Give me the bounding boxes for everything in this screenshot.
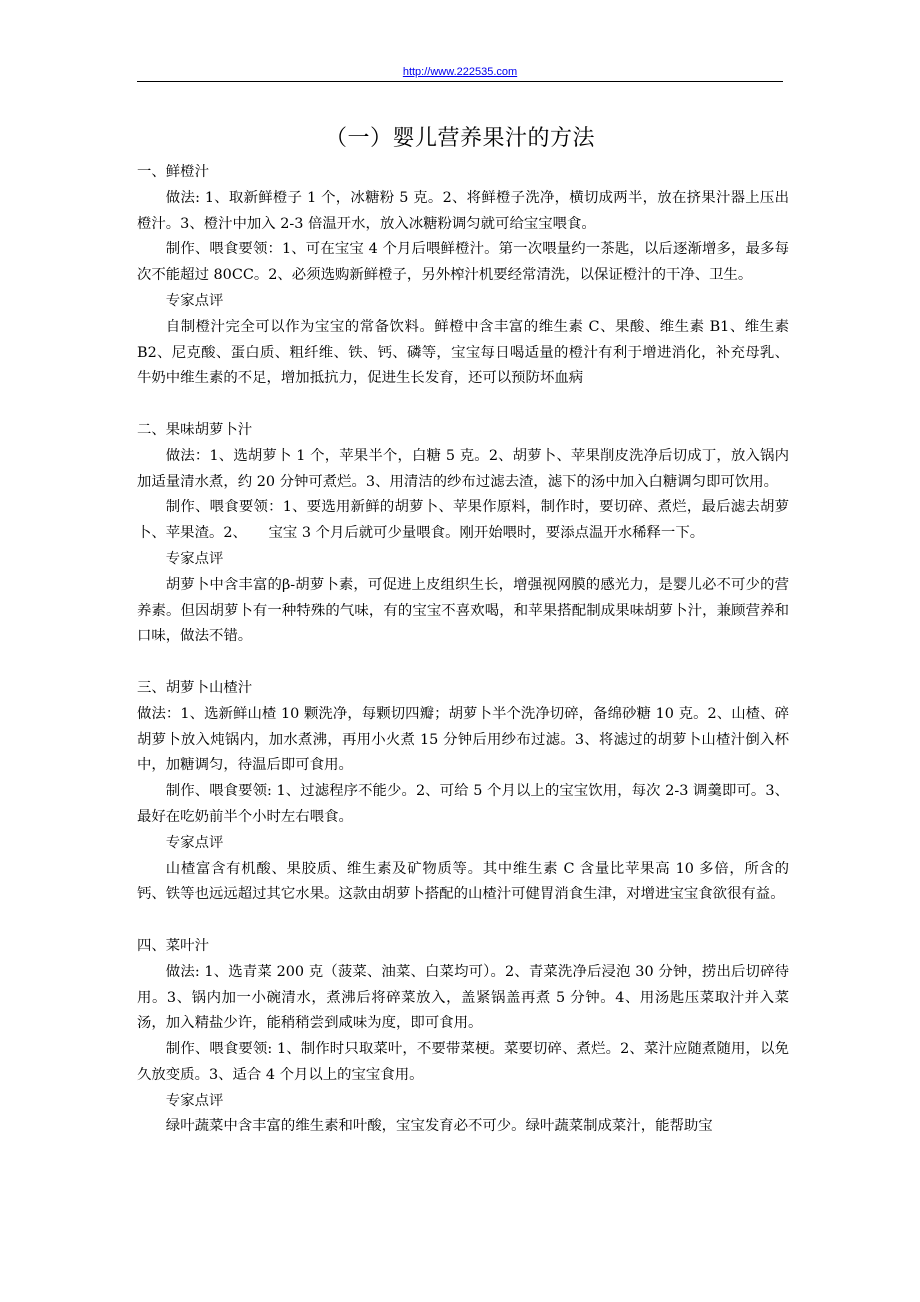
section-heading-orange-juice: 一、鲜橙汁 bbox=[137, 164, 209, 180]
tips-paragraph: 制作、喂食要领：1、要选用新鲜的胡萝卜、苹果作原料，制作时，要切碎、煮烂，最后滤去胡萝卜、苹果渣。2、 宝宝 3 个月后就可少量喂食。刚开始喂时，要添点温开水稀释一下。 bbox=[137, 499, 789, 542]
section-heading-carrot-juice: 二、果味胡萝卜汁 bbox=[137, 421, 253, 438]
expert-review-paragraph: 山楂富含有机酸、果胶质、维生素及矿物质等。其中维生素 C 含量比苹果高 10 多倍，所含的钙、铁等也远远超过其它水果。这款由胡萝卜搭配的山楂汁可健胃消食生津，对增进宝宝食欲很有益。 bbox=[137, 860, 789, 903]
expert-review-paragraph: 绿叶蔬菜中含丰富的维生素和叶酸，宝宝发育必不可少。绿叶蔬菜制成菜汁，能帮助宝 bbox=[165, 1118, 713, 1135]
expert-review-label: 专家点评 bbox=[165, 1092, 224, 1109]
article-body bbox=[137, 160, 789, 1140]
method-paragraph: 做法: 1、选青菜 200 克（菠菜、油菜、白菜均可）。2、青菜洗净后浸泡 30 分钟，捞出后切碎待用。3、锅内加一小碗清水，煮沸后将碎菜放入，盖紧锅盖再煮 5 分钟。4、用汤匙压菜取汁并入菜汤，加入精盐少许，能稍稍尝到咸味为度，即可食用。 bbox=[137, 963, 789, 1032]
expert-review-label: 专家点评 bbox=[165, 292, 224, 309]
section-heading-vegetable-juice: 四、菜叶汁 bbox=[137, 937, 209, 954]
expert-review-label: 专家点评 bbox=[165, 550, 224, 567]
method-paragraph: 做法：1、选新鲜山楂 10 颗洗净，每颗切四瓣；胡萝卜半个洗净切碎，备绵砂糖 10 克。2、山楂、碎胡萝卜放入炖锅内，加水煮沸，再用小火煮 15 分钟后用纱布过滤。3、将滤过的胡萝卜山楂汁倒入杯中，加糖调匀，待温后即可食用。 bbox=[137, 705, 789, 774]
header-url-link[interactable]: http://www.222535.com bbox=[402, 66, 518, 78]
expert-review-paragraph: 自制橙汁完全可以作为宝宝的常备饮料。鲜橙中含丰富的维生素 C、果酸、维生素 B1、维生素 B2、尼克酸、蛋白质、粗纤维、铁、钙、磷等，宝宝每日喝适量的橙汁有利于增进消化，补充母乳、牛奶中维生素的不足，增加抵抗力，促进生长发育，还可以预防坏血病 bbox=[137, 318, 789, 387]
expert-review-paragraph: 胡萝卜中含丰富的β-胡萝卜素，可促进上皮组织生长，增强视网膜的感光力，是婴儿必不可少的营养素。但因胡萝卜有一种特殊的气味，有的宝宝不喜欢喝，和苹果搭配制成果味胡萝卜汁，兼顾营养和口味，做法不错。 bbox=[137, 576, 789, 645]
tips-paragraph: 制作、喂食要领: 1、制作时只取菜叶，不要带菜梗。菜要切碎、煮烂。2、菜汁应随煮随用，以免久放变质。3、适合 4 个月以上的宝宝食用。 bbox=[137, 1041, 789, 1083]
section-heading-hawthorn-juice: 三、胡萝卜山楂汁 bbox=[137, 679, 253, 696]
header-divider bbox=[137, 81, 783, 82]
expert-review-label: 专家点评 bbox=[165, 834, 224, 851]
method-paragraph: 做法：1、选胡萝卜 1 个，苹果半个，白糖 5 克。2、胡萝卜、苹果削皮洗净后切成丁，放入锅内加适量清水煮，约 20 分钟可煮烂。3、用清洁的纱布过滤去渣，滤下的汤中加入白糖调匀即可饮用。 bbox=[137, 447, 789, 490]
tips-paragraph: 制作、喂食要领: 1、过滤程序不能少。2、可给 5 个月以上的宝宝饮用，每次 2-3 调羹即可。3、最好在吃奶前半个小时左右喂食。 bbox=[137, 783, 789, 825]
tips-paragraph: 制作、喂食要领：1、可在宝宝 4 个月后喂鲜橙汁。第一次喂量约一茶匙，以后逐渐增多，最多每次不能超过 80CC。2、必须选购新鲜橙子，另外榨汁机要经常清洗，以保证橙汁的干净、卫生。 bbox=[137, 241, 789, 284]
method-paragraph: 做法: 1、取新鲜橙子 1 个，冰糖粉 5 克。2、将鲜橙子洗净，横切成两半，放在挤果汁器上压出橙汁。3、橙汁中加入 2-3 倍温开水，放入冰糖粉调匀就可给宝宝喂食。 bbox=[137, 189, 789, 232]
page-title: （一）婴儿营养果汁的方法 bbox=[324, 126, 595, 151]
